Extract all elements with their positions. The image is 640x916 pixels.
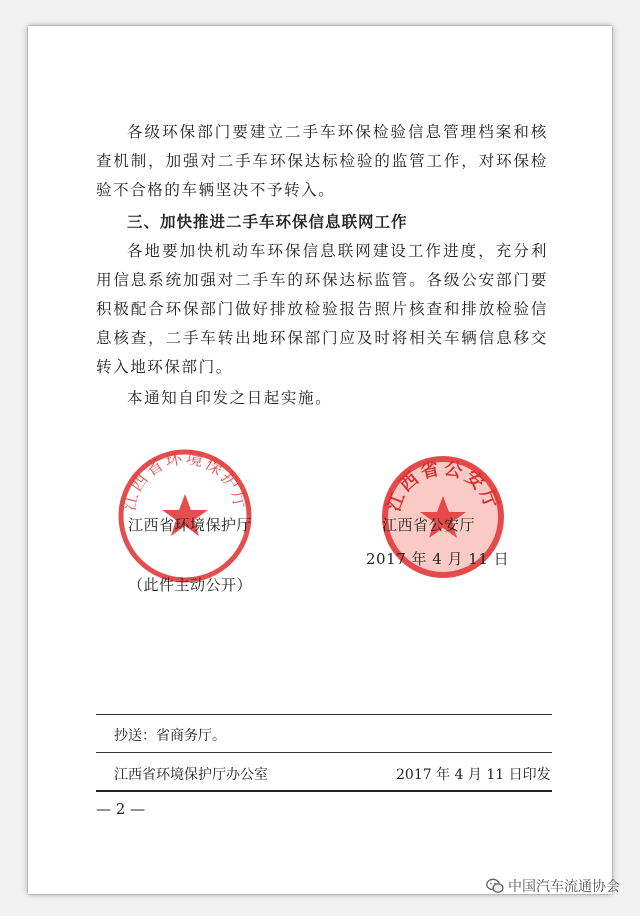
paragraph-2: 各地要加快机动车环保信息联网建设工作进度，充分利用信息系统加强对二手车的环保达标监管。各级公安部门要积极配合环保部门做好排放检验报告照片核查和排放检验信息核查，二手车转出地环保部门应及时将相关车辆信息移交转入地环保部门。: [96, 242, 548, 376]
right-seal-text: 江西省公安厅: [383, 457, 503, 515]
right-signature-org: 江西省公安厅: [382, 516, 476, 534]
page-number: — 2 —: [96, 800, 146, 818]
public-disclosure-note: （此件主动公开）: [128, 576, 253, 594]
cc-line: 抄送：省商务厅。: [114, 728, 226, 744]
paragraph-3: 本通知自印发之日起实施。: [127, 389, 333, 407]
wechat-icon: [486, 878, 504, 894]
signature-date: 2017 年 4 月 11 日: [366, 550, 510, 568]
left-signature-org: 江西省环境保护厅: [128, 516, 253, 534]
footer-rule-bottom: [96, 790, 552, 792]
watermark: [486, 876, 620, 896]
issuing-office: 江西省环境保护厅办公室: [114, 767, 268, 783]
footer-rule-top: [96, 714, 552, 715]
watermark-text: 中国汽车流通协会: [508, 879, 620, 895]
issue-date: 2017 年 4 月 11 日印发: [396, 767, 551, 783]
left-seal-text: 江西省环境保护厅: [119, 448, 251, 513]
paragraph-1: 各级环保部门要建立二手车环保检验信息管理档案和核查机制，加强对二手车环保达标检验的监管工作，对环保检验不合格的车辆坚决不予转入。: [96, 123, 548, 199]
footer-rule-middle: [96, 752, 552, 753]
section-heading-3: 三、加快推进二手车环保信息联网工作: [127, 213, 408, 231]
document-body: [96, 118, 548, 413]
